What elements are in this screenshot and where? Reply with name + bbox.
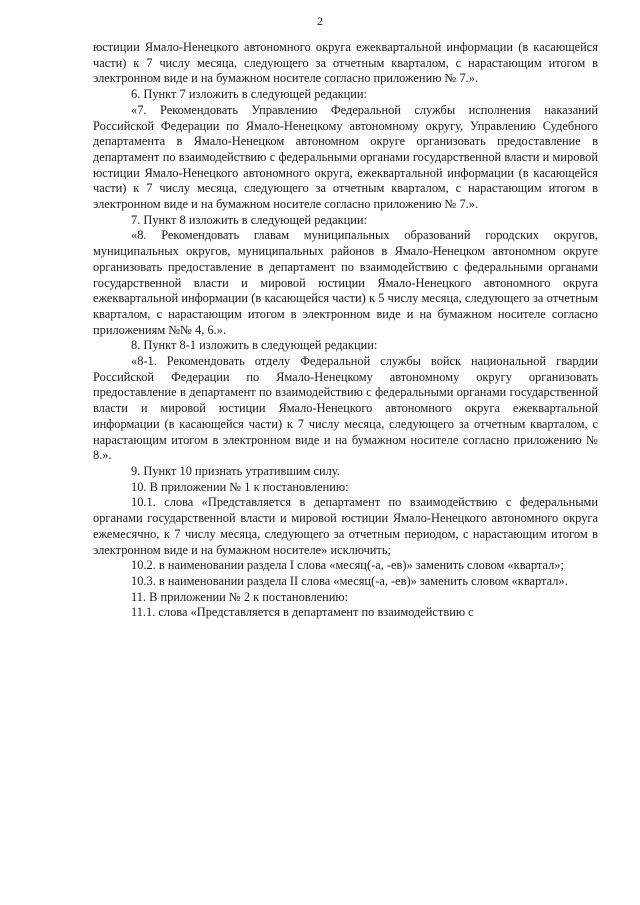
paragraph-quote-7: «7. Рекомендовать Управлению Федеральной службы исполнения наказаний Российской Федерации по Ямало-Ненецкому автономному округу, Управлению Судебного департамента в Ямало-Ненецком автономном округе организовать предоставление в департамент по взаимодействию с федеральными органами государственной власти и мировой юстиции Ямало-Ненецкого автономного округа, ежеквартальной информации (в касающейся части) к 7 числу месяца, следующего за отчетным кварталом, с нарастающим итогом в электронном виде и на бумажном носителе согласно приложению № 7.».: [93, 102, 598, 212]
paragraph-item-8: 8. Пункт 8-1 изложить в следующей редакции:: [131, 338, 378, 353]
paragraph-item-10-1: 10.1. слова «Представляется в департамент по взаимодействию с федеральными органами государственной власти и мировой юстиции Ямало-Ненецкого автономного округа ежемесячно, к 7 числу месяца, следующего за отчетным периодом, с нарастающим итогом в электронном виде и на бумажном носителе» исключить;: [93, 495, 598, 557]
paragraph-item-6: 6. Пункт 7 изложить в следующей редакции:: [131, 87, 367, 102]
document-body: [93, 40, 598, 621]
paragraph-item-7: 7. Пункт 8 изложить в следующей редакции:: [131, 212, 367, 227]
paragraph-item-11: 11. В приложении № 2 к постановлению:: [131, 589, 349, 604]
page-number: 2: [317, 14, 323, 28]
paragraph-item-10-2: 10.2. в наименовании раздела I слова «месяц(-а, -ев)» заменить словом «квартал»;: [131, 558, 564, 573]
paragraph-item-9: 9. Пункт 10 признать утратившим силу.: [131, 463, 340, 478]
paragraph-item-11-1: 11.1. слова «Представляется в департамент по взаимодействию с: [131, 605, 474, 620]
paragraph-quote-8-1: «8-1. Рекомендовать отделу Федеральной службы войск национальной гвардии Российской Федерации по Ямало-Ненецкому автономному округу организовать предоставление в департамент по взаимодействию с федеральными органами государственной власти и мировой юстиции Ямало-Ненецкого автономного округа ежеквартальной информации (в касающейся части) к 7 числу месяца, следующего за отчетным кварталом, с нарастающим итогом в электронном виде и на бумажном носителе согласно приложению № 8.».: [93, 354, 598, 463]
paragraph-item-10: 10. В приложении № 1 к постановлению:: [131, 479, 349, 494]
paragraph-item-10-3: 10.3. в наименовании раздела II слова «месяц(-а, -ев)» заменить словом «квартал».: [131, 573, 568, 588]
paragraph-continuation: юстиции Ямало-Ненецкого автономного округа ежеквартальной информации (в касающейся части) к 7 числу месяца, следующего за отчетным кварталом, с нарастающим итогом в электронном виде и на бумажном носителе согласно приложению № 7.».: [93, 40, 598, 86]
paragraph-quote-8: «8. Рекомендовать главам муниципальных образований городских округов, муниципальных округов, муниципальных районов в Ямало-Ненецком автономном округе организовать предоставление в департамент по взаимодействию с федеральными органами государственной власти и мировой юстиции Ямало-Ненецкого автономного округа ежеквартальной информации (в касающейся части) к 5 числу месяца, следующего за отчетным кварталом, с нарастающим итогом в электронном виде и на бумажном носителе согласно приложениям №№ 4, 6.».: [93, 228, 598, 337]
